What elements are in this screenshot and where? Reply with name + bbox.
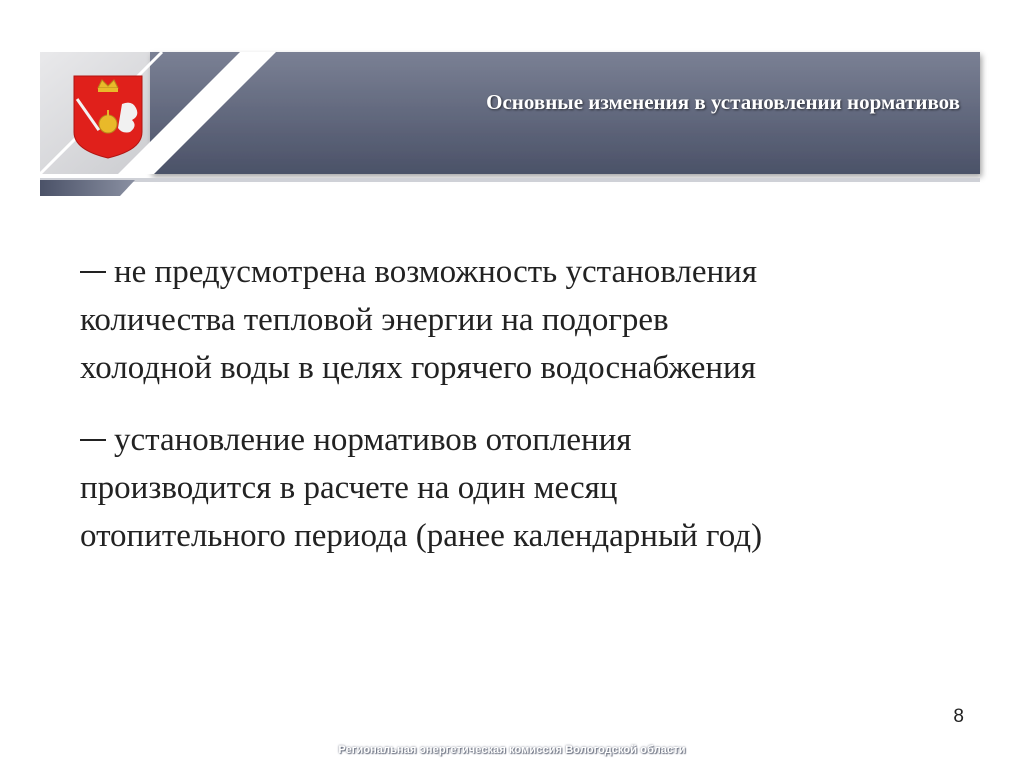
bullet-1-line-2: количества тепловой энергии на подогрев: [80, 302, 669, 338]
bullet-list: [80, 248, 960, 584]
bullet-item-1: [80, 248, 960, 392]
vologda-coat-of-arms-icon: [72, 74, 144, 160]
bullet-1-line-1: не предусмотрена возможность установления: [114, 254, 758, 290]
bullet-2-line-3: отопительного периода (ранее календарный год): [80, 518, 763, 554]
dash-icon: [80, 271, 106, 273]
bullet-2-line-1: установление нормативов отопления: [114, 422, 632, 458]
page-number: 8: [953, 706, 964, 727]
bullet-item-2: [80, 416, 960, 560]
slide-title: Основные изменения в установлении нормативов: [486, 90, 960, 114]
accent-stripe: [40, 180, 135, 196]
footer-organization: Региональная энергетическая комиссия Вологодской области: [338, 744, 686, 756]
bullet-2-line-2: производится в расчете на один месяц: [80, 470, 618, 506]
dash-icon: [80, 439, 106, 441]
bullet-1-line-3: холодной воды в целях горячего водоснабжения: [80, 350, 756, 386]
